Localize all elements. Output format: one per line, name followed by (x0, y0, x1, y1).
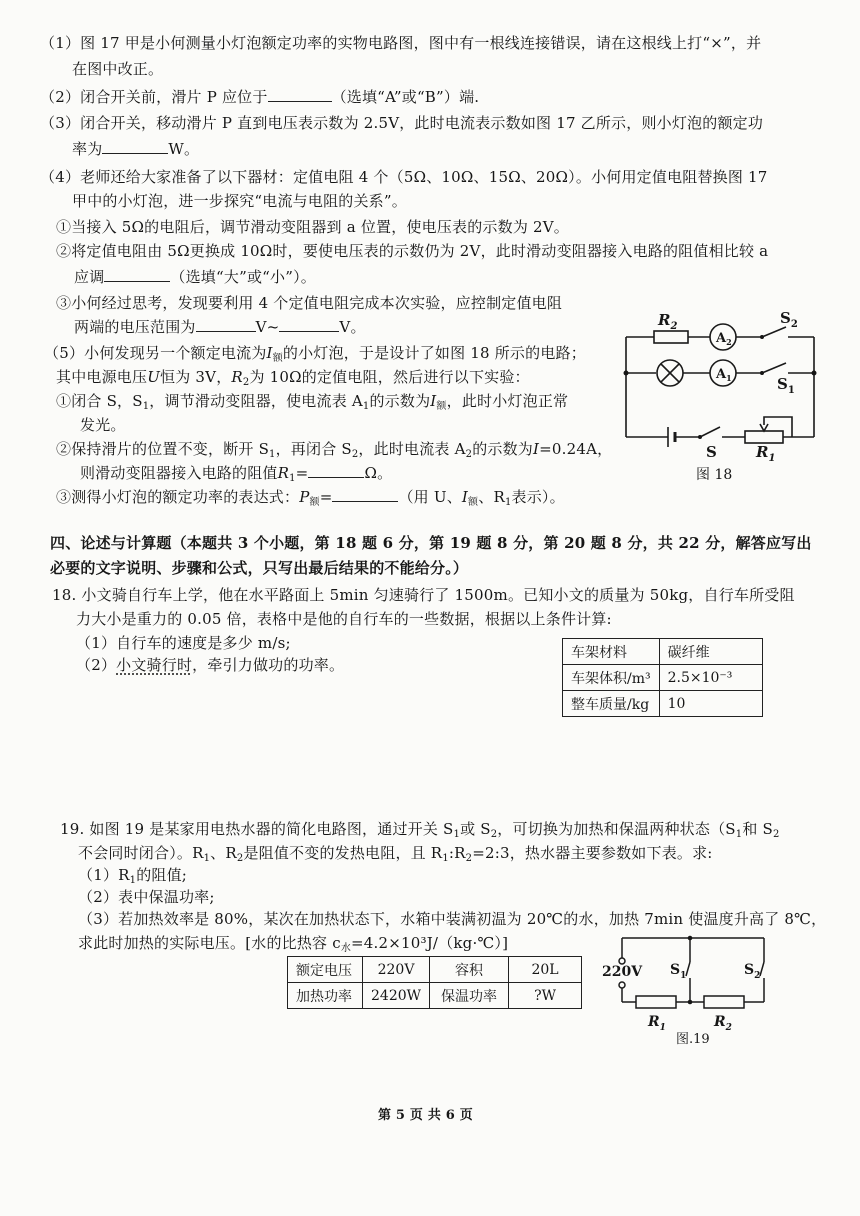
sub: 2 (725, 1023, 732, 1033)
text: =2:3，热水器主要参数如下表。求: (472, 844, 713, 862)
label-s2: S (744, 962, 755, 978)
table-row (563, 665, 763, 691)
subscript: 1 (142, 401, 150, 412)
subscript: 1 (203, 853, 211, 864)
q17-part1-line2: 在图中改正。 (72, 60, 164, 78)
text: 其中电源电压 (56, 368, 148, 386)
text: 19. 如图 19 是某家用电热水器的简化电路图，通过开关 S (60, 820, 454, 838)
q17-part4-step2b (74, 266, 316, 288)
q17-part3-text: 率为 (72, 140, 103, 158)
table-cell: 碳纤维 (659, 639, 762, 665)
emphasized-text: 小文骑行时 (116, 656, 193, 674)
sub: 1 (726, 373, 732, 383)
sub: 2 (670, 321, 678, 332)
label-s1: S (670, 962, 681, 978)
label-s: S (706, 443, 717, 461)
svg-text:S1 (777, 375, 795, 396)
table-cell: 保温功率 (430, 983, 509, 1009)
text: 则滑动变阻器接入电路的阻值 (80, 464, 278, 482)
table-cell: 220V (363, 957, 430, 983)
text: =0.24A， (539, 440, 613, 458)
q17-part1-line1: （1）图 17 甲是小何测量小灯泡额定功率的实物电路图，图中有一根线连接错误，请在这根线上打“×”，并 (40, 34, 762, 52)
q17-part4-step1: ①当接入 5Ω的电阻后，调节滑动变阻器到 a 位置，使电压表的示数为 2V。 (56, 218, 569, 236)
section-4-heading-line1: 四、论述与计算题（本题共 3 个小题，第 18 题 6 分，第 19 题 8 分，第 20 题 8 分，共 22 分，解答应写出 (50, 534, 812, 552)
subscript: 1 (129, 875, 137, 886)
subscript: 1 (453, 829, 461, 840)
var-I: I (533, 440, 540, 458)
q17-part4-line2: 甲中的小灯泡，进一步探究“电流与电阻的关系”。 (72, 192, 407, 210)
var-I: I (266, 344, 273, 362)
q17-part2-text: （2）闭合开关前，滑片 P 应位于 (40, 88, 268, 106)
table-cell: 容积 (430, 957, 509, 983)
text: 恒为 3V， (160, 368, 232, 386)
var-R: R (231, 368, 243, 386)
text: ，牵引力做功的功率。 (192, 656, 345, 674)
subscript: 2 (242, 377, 250, 388)
q17-part4-step3: ③小何经过思考，发现要利用 4 个定值电阻完成本次实验，应控制定值电阻 (56, 294, 563, 312)
text: 的示数为 (472, 440, 533, 458)
figure-18-circuit (620, 305, 820, 485)
q19-sub3: （3）若加热效率是 80%，某次在加热状态下，水箱中装满初温为 20℃的水，加热 7min 使温度升高了 8℃， (78, 910, 827, 928)
table-cell: ?W (509, 983, 582, 1009)
q17-part4-range-mid: V~ (255, 318, 280, 336)
q17-part4-line1: （4）老师还给大家准备了以下器材：定值电阻 4 个（5Ω、10Ω、15Ω、20Ω）。小何用定值电阻替换图 17 (40, 168, 768, 186)
switch-s2 (760, 962, 764, 976)
text: 是阻值不变的发热电阻，且 R (243, 844, 443, 862)
answer-blank (104, 267, 170, 282)
table-cell: 10 (659, 691, 762, 717)
text: ①闭合 S，S (56, 392, 143, 410)
sub: 1 (680, 971, 687, 981)
q18-line2: 力大小是重力的 0.05 倍，表格中是他的自行车的一些数据，根据以上条件计算: (76, 610, 612, 628)
q17-part4-range-end: V。 (339, 318, 366, 336)
table-cell: 加热功率 (288, 983, 363, 1009)
table-cell: 20L (509, 957, 582, 983)
table-row (563, 691, 763, 717)
switch-s1 (686, 962, 690, 976)
table-cell: 2.5×10⁻³ (659, 665, 762, 691)
table-cell: 车架体积/m³ (563, 665, 660, 691)
label-r2: R (714, 1014, 726, 1030)
text: =4.2×10³J/（kg·℃）] (351, 934, 509, 952)
text: ，可切换为加热和保温两种状态（S (497, 820, 736, 838)
q17-part4-step3b (74, 316, 366, 338)
svg-text:R1 (647, 1014, 666, 1033)
subscript: 1 (269, 449, 276, 460)
text: = (295, 464, 309, 482)
text: （2） (76, 656, 117, 674)
label-a2: A (716, 331, 727, 346)
svg-text:S2 (780, 309, 798, 330)
q19-sub2: （2）表中保温功率; (78, 888, 215, 906)
label-r1: R (756, 443, 769, 461)
q17-part5-step1b: 发光。 (80, 416, 126, 434)
var-P: P (299, 488, 310, 506)
text: 的阻值; (136, 866, 188, 884)
switch-s2 (762, 327, 786, 337)
var-I: I (461, 488, 469, 506)
q17-part5-step3 (56, 486, 565, 514)
label-s1: S (777, 375, 788, 393)
sub: 2 (754, 971, 761, 981)
subscript: 额 (309, 497, 320, 508)
subscript: 1 (362, 401, 370, 412)
figure-18-caption: 图 18 (696, 467, 733, 483)
svg-text:R1 (755, 443, 775, 464)
svg-text:R2 (713, 1014, 732, 1033)
text: 求此时加热的实际电压。[水的比热容 c (78, 934, 341, 952)
sub: 1 (659, 1023, 666, 1033)
subscript: 2 (465, 853, 473, 864)
svg-text:A2 (715, 331, 732, 347)
rheostat-r1 (745, 431, 783, 443)
subscript: 1 (442, 853, 449, 864)
label-s2: S (780, 309, 791, 327)
q17-part4-step2: ②将定值电阻由 5Ω更换成 10Ω时，要使电压表的示数仍为 2V，此时滑动变阻器接入电路的阻值相比较 a (56, 242, 769, 260)
q17-part2 (40, 86, 479, 108)
q19-heater-table (287, 956, 582, 1009)
text: 、R (478, 488, 505, 506)
subscript: 2 (351, 449, 359, 460)
subscript: 2 (236, 853, 244, 864)
table-cell: 额定电压 (288, 957, 363, 983)
table-row (288, 983, 582, 1009)
subscript: 1 (504, 497, 512, 508)
switch-s (700, 427, 720, 437)
q17-part4-range-text: 两端的电压范围为 (74, 318, 196, 336)
svg-text:R2 (657, 311, 677, 332)
section-4-heading-line2: 必要的文字说明、步骤和公式，只写出最后结果的不能给分。） (50, 559, 469, 577)
text: Ω。 (364, 464, 393, 482)
figure-19-circuit (600, 934, 780, 1046)
text: ，此时电流表 A (358, 440, 466, 458)
text: 和 S (742, 820, 773, 838)
var-I: I (430, 392, 437, 410)
subscript: 额 (436, 401, 447, 412)
sub: 1 (768, 453, 776, 464)
sub: 2 (790, 319, 798, 330)
answer-blank (332, 487, 398, 502)
subscript: 2 (465, 449, 473, 460)
text: （用 U、 (398, 488, 462, 506)
q17-part3-line2 (72, 138, 199, 160)
resistor-r2 (704, 996, 744, 1008)
subscript: 1 (289, 473, 296, 484)
q18-sub2 (76, 654, 344, 676)
text: ，再闭合 S (275, 440, 352, 458)
page-number: 第 5 页 共 6 页 (378, 1108, 473, 1123)
switch-s1 (762, 363, 786, 373)
subscript: 额 (272, 353, 283, 364)
q18-sub1: （1）自行车的速度是多少 m/s; (76, 634, 291, 652)
text: 的示数为 (369, 392, 431, 410)
text: （1）R (78, 866, 130, 884)
text: ②保持滑片的位置不变，断开 S (56, 440, 270, 458)
subscript: 2 (772, 829, 780, 840)
answer-blank (196, 317, 256, 332)
svg-text:A1 (715, 367, 732, 383)
text: ，调节滑动变阻器，使电流表 A (149, 392, 363, 410)
text: 或 S (460, 820, 491, 838)
q17-part5-step1 (56, 390, 568, 418)
q17-part4-text: 应调 (74, 268, 105, 286)
var-R: R (277, 464, 290, 482)
table-cell: 车架材料 (563, 639, 660, 665)
subscript: 额 (468, 497, 479, 508)
answer-blank (268, 87, 332, 102)
text: 、R (210, 844, 237, 862)
label-r2: R (658, 311, 671, 329)
table-cell: 2420W (363, 983, 430, 1009)
subscript: 1 (735, 829, 743, 840)
q17-part4-tail: （选填“大”或“小”）。 (170, 268, 316, 286)
text: 表示）。 (511, 488, 565, 506)
text: 为 10Ω的定值电阻，然后进行以下实验： (249, 368, 530, 386)
text: 的小灯泡，于是设计了如图 18 所示的电路； (282, 344, 586, 362)
q17-part3-line1: （3）闭合开关，移动滑片 P 直到电压表示数为 2.5V，此时电流表示数如图 17 乙所示，则小灯泡的额定功 (40, 114, 764, 132)
q17-part2-tail: （选填“A”或“B”）端. (331, 88, 480, 106)
text: ，此时小灯泡正常 (446, 392, 569, 410)
table-cell: 整车质量/kg (563, 691, 660, 717)
sub: 1 (787, 385, 795, 396)
table-row (288, 957, 582, 983)
answer-blank (308, 463, 364, 478)
svg-text:S2 (744, 962, 760, 981)
svg-text:S1 (670, 962, 686, 981)
q18-bike-table (562, 638, 763, 717)
text: 不会同时闭合）。R (78, 844, 204, 862)
text: （5）小何发现另一个额定电流为 (44, 344, 267, 362)
sub: 2 (726, 337, 732, 347)
q17-part3-unit: W。 (168, 140, 200, 158)
resistor-r2 (654, 331, 688, 343)
subscript: 水 (340, 943, 352, 954)
table-row (563, 639, 763, 665)
answer-blank (102, 139, 168, 154)
label-r1: R (648, 1014, 660, 1030)
var-U: U (147, 368, 161, 386)
text: = (319, 488, 333, 506)
label-220v: 220V (602, 964, 643, 980)
figure-19-caption: 图.19 (676, 1032, 710, 1047)
answer-blank (279, 317, 339, 332)
text: :R (448, 844, 466, 862)
q18-line1: 18. 小文骑自行车上学，他在水平路面上 5min 匀速骑行了 1500m。已知小文的质量为 50kg，自行车所受阻 (52, 586, 795, 604)
subscript: 2 (490, 829, 498, 840)
resistor-r1 (636, 996, 676, 1008)
label-a1: A (716, 367, 727, 382)
text: ③测得小灯泡的额定功率的表达式： (56, 488, 300, 506)
